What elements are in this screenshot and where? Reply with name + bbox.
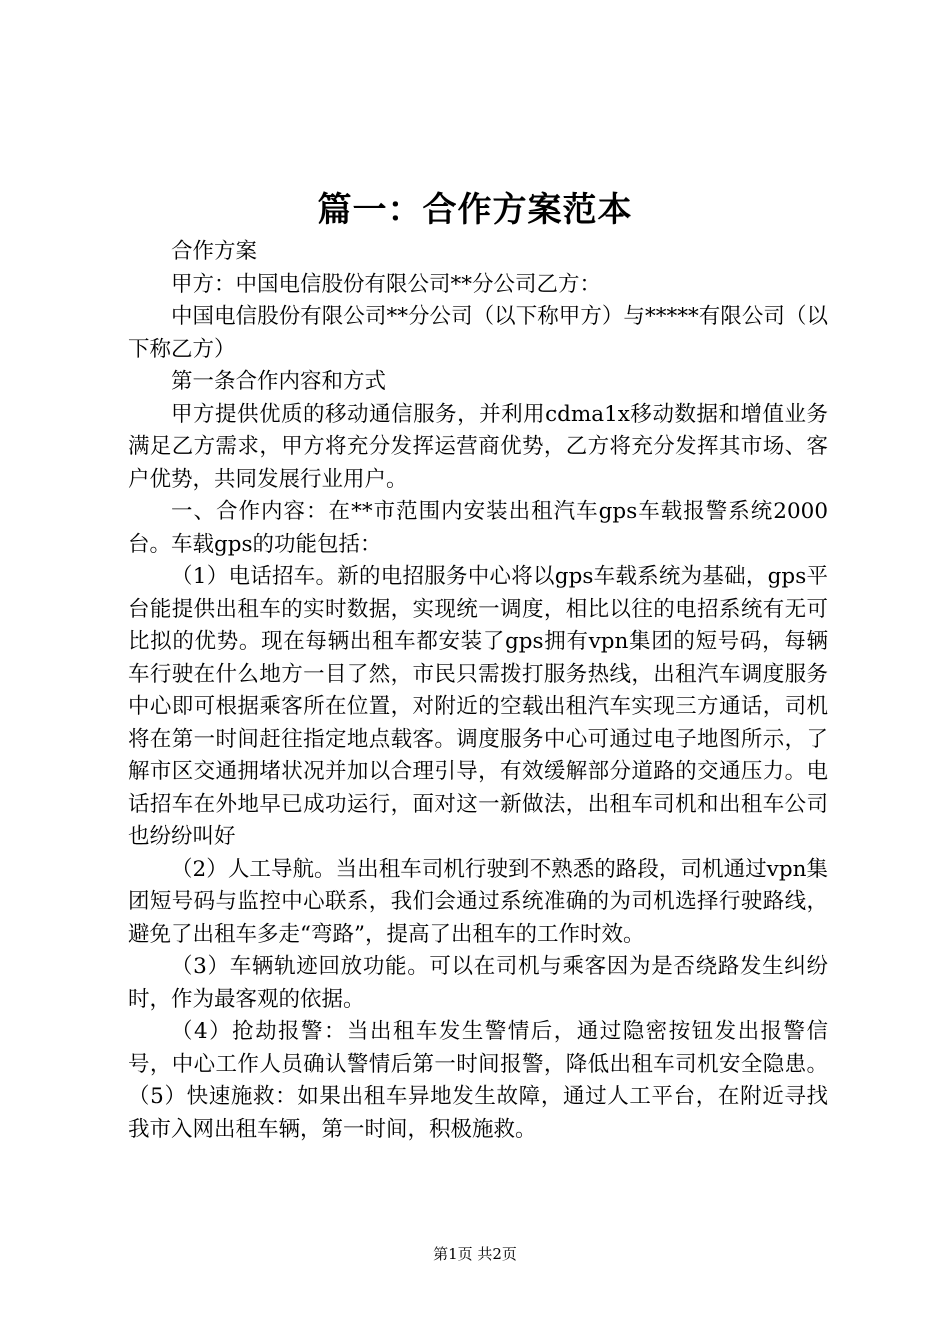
paragraph-heading: 合作方案 [171,239,258,264]
paragraph-item-3: （3）车辆轨迹回放功能。可以在司机与乘客因为是否绕路发生纠纷时，作为最客观的依据。 [128,954,828,1012]
page-footer: 第1页 共2页 [433,1245,517,1263]
paragraph-item-4-5: （4）抢劫报警：当出租车发生警情后，通过隐密按钮发出报警信号，中心工作人员确认警情后第一时间报警，降低出租车司机安全隐患。（5）快速施救：如果出租车异地发生故障，通过人工平台，在附近寻找我市入网出租车辆，第一时间，积极施救。 [128,1019,828,1142]
paragraph-intro: 甲方提供优质的移动通信服务，并利用cdma1x移动数据和增值业务满足乙方需求，甲方将充分发挥运营商优势，乙方将充分发挥其市场、客户优势，共同发展行业用户。 [128,401,828,492]
paragraph-item-1: （1）电话招车。新的电招服务中心将以gps车载系统为基础，gps平台能提供出租车的实时数据，实现统一调度，相比以往的电招系统有无可比拟的优势。现在每辆出租车都安装了gps拥有vpn集团的短号码，每辆车行驶在什么地方一目了然，市民只需拨打服务热线，出租汽车调度服务中心即可根据乘客所在位置，对附近的空载出租汽车实现三方通话，司机将在第一时间赶往指定地点载客。调度服务中心可通过电子地图所示，了解市区交通拥堵状况并加以合理引导，有效缓解部分道路的交通压力。电话招车在外地早已成功运行，面对这一新做法，出租车司机和出租车公司也纷纷叫好 [128,564,828,849]
document-body [128,236,828,1146]
document-title: 篇一：合作方案范本 [317,190,633,230]
paragraph-parties: 中国电信股份有限公司**分公司（以下称甲方）与*****有限公司（以下称乙方） [128,304,828,362]
paragraph-article-one: 第一条合作内容和方式 [171,369,387,394]
paragraph-item-2: （2）人工导航。当出租车司机行驶到不熟悉的路段，司机通过vpn集团短号码与监控中心联系，我们会通过系统准确的为司机选择行驶路线，避免了出租车多走“弯路”，提高了出租车的工作时效。 [128,856,828,947]
paragraph-content: 一、合作内容：在**市范围内安装出租汽车gps车载报警系统2000台。车载gps的功能包括： [128,499,828,557]
paragraph-party-a: 甲方：中国电信股份有限公司**分公司乙方： [171,271,602,297]
